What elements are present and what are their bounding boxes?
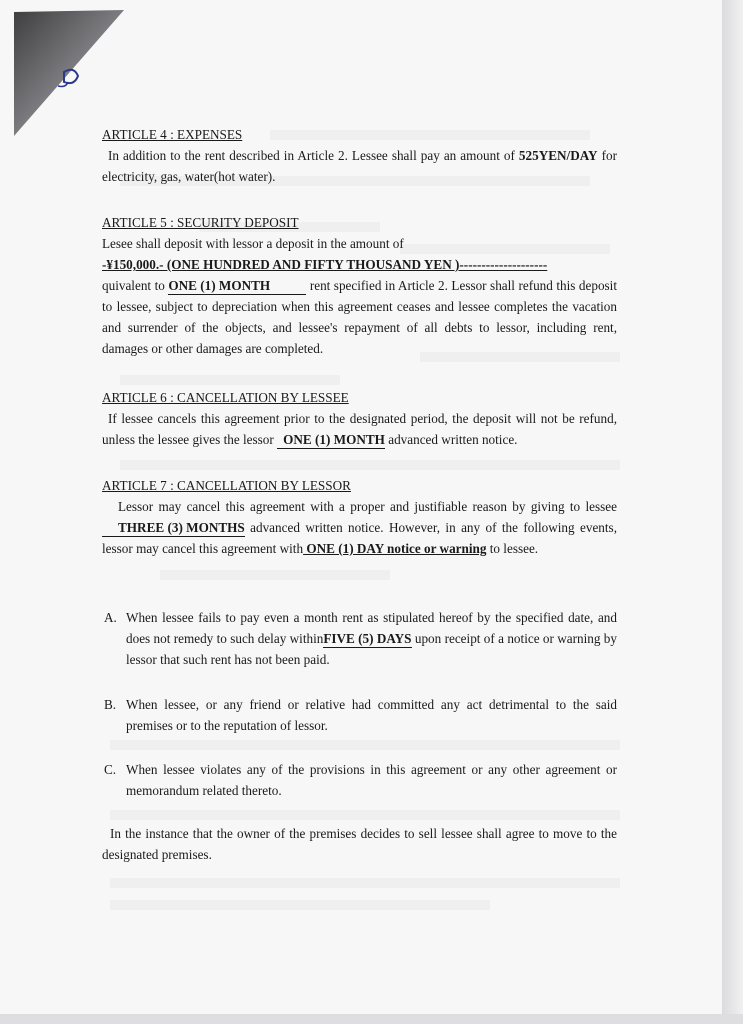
article-5-line1: Lesee shall deposit with lessor a deposit in the amount of xyxy=(102,236,404,251)
list-item-text: When lessee, or any friend or relative had committed any act detrimental to the said premises or to the reputation of lessor. xyxy=(126,697,617,733)
article-6-text: If lessee cancels this agreement prior to the designated period, the deposit will not be refund, unless the lessee gives the lessor ONE (1) MONTH advanced written notice. xyxy=(102,411,617,447)
article-7-heading: ARTICLE 7 : CANCELLATION BY LESSOR xyxy=(102,478,351,493)
remedy-period-value: FIVE (5) DAYS xyxy=(323,631,412,646)
deposit-amount: -¥150,000.- (ONE HUNDRED AND FIFTY THOUSAND YEN )-------------------- xyxy=(102,257,548,272)
expense-amount: 525YEN/DAY xyxy=(518,148,598,163)
deposit-equivalent-value: ONE (1) MONTH xyxy=(168,278,306,295)
list-item-b xyxy=(102,694,617,736)
immediate-notice-value: ONE (1) DAY notice or warning xyxy=(303,541,487,556)
article-7-text: Lessor may cancel this agreement with a proper and justifiable reason by giving to lessee THREE (3) MONTHS advanced written notice. However, in any of the following events, lessor may cancel this agreement with ONE (1) DAY notice or warning to lessee. xyxy=(102,499,617,556)
list-item-c xyxy=(102,759,617,801)
page-edge-right xyxy=(722,0,743,1024)
lessor-notice-value: THREE (3) MONTHS xyxy=(102,520,245,537)
article-6-heading: ARTICLE 6 : CANCELLATION BY LESSEE xyxy=(102,390,349,405)
list-item-text: When lessee fails to pay even a month rent as stipulated hereof by the specified date, and does not remedy to such delay withinFIVE (5) DAYS upon receipt of a notice or warning by lessor that such rent has not been paid. xyxy=(126,610,617,667)
closing-paragraph xyxy=(102,823,617,865)
list-item-label: B. xyxy=(104,697,117,712)
page-edge-bottom xyxy=(0,1014,743,1024)
list-item-text: When lessee violates any of the provisions in this agreement or any other agreement or memorandum related thereto. xyxy=(126,762,617,798)
list-item-a xyxy=(102,607,617,670)
article-7 xyxy=(102,475,617,559)
article-4 xyxy=(102,124,617,187)
article-6 xyxy=(102,387,617,450)
lessee-notice-value: ONE (1) MONTH xyxy=(277,432,385,449)
folded-corner-icon xyxy=(14,8,126,138)
article-5-text: quivalent to ONE (1) MONTH rent specified in Article 2. Lessor shall refund this deposit to lessee, subject to depreciation when this agreement ceases and lessee completes the vacation and surrender of the objects, and lessee's repayment of all debts to lessor, including rent, damages or other damages are completed. xyxy=(102,278,618,356)
list-item-label: A. xyxy=(104,610,117,625)
article-4-text: In addition to the rent described in Article 2. Lessee shall pay an amount of 525YEN/DAY for electricity, gas, water(hot water). xyxy=(102,148,617,184)
list-item-label: C. xyxy=(104,762,117,777)
article-5 xyxy=(102,212,617,359)
article-4-heading: ARTICLE 4 : EXPENSES xyxy=(102,127,243,142)
article-5-heading: ARTICLE 5 : SECURITY DEPOSIT xyxy=(102,215,299,230)
closing-text: In the instance that the owner of the premises decides to sell lessee shall agree to move to the designated premises. xyxy=(102,826,617,862)
